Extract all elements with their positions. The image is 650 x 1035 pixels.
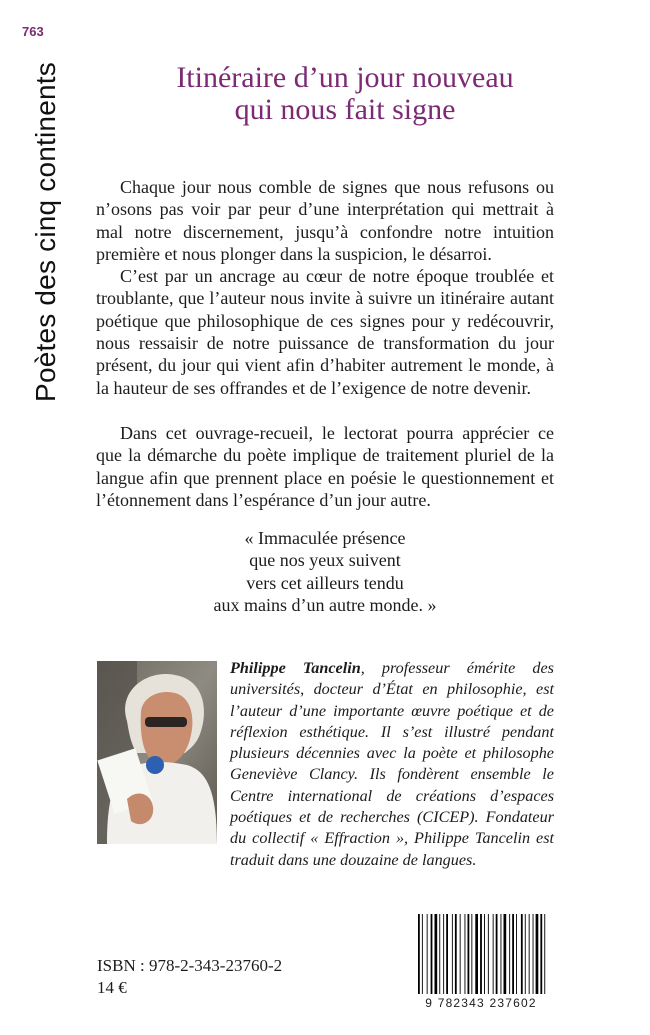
series-number: 763 — [22, 24, 44, 39]
author-photo — [97, 661, 217, 844]
barcode-bars — [408, 912, 554, 996]
blurb-bottom — [96, 422, 554, 511]
barcode-digits: 9 782343 237602 — [425, 996, 537, 1010]
author-bio-text: , professeur émérite des universités, docteur d’État en philosophie, est l’auteur d’une importante œuvre poétique et de réflexion esthétique. Il s’est illustré pendant plusieurs décennies avec la poète et philosophe Geneviève Clancy. Ils fondèrent ensemble le Centre international de créations d’espaces poétiques et de recherches (CICEP). Fondateur du collectif « Effraction », Philippe Tancelin est traduit dans une douzaine de langues. — [230, 659, 554, 869]
barcode — [408, 912, 554, 1015]
blurb-paragraph-1: Chaque jour nous comble de signes que nous refusons ou n’osons pas voir par peur d’une interprétation qui mettrait à mal notre discernement, jusqu’à confondre notre intuition première et nous plonger dans la suspicion, le désarroi. — [96, 177, 554, 264]
author-bio — [230, 658, 554, 871]
price: 14 € — [97, 978, 127, 997]
quote-line-4: aux mains d’un autre monde. » — [213, 595, 437, 616]
blurb-paragraph-3: Dans cet ouvrage-recueil, le lectorat pourra apprécier ce que la démarche du poète implique de traitement pluriel de la langue afin que prennent place en poésie le questionnement et l’étonnement dans l’espérance d’un jour autre. — [96, 423, 554, 510]
quote-line-3: vers cet ailleurs tendu — [246, 572, 404, 593]
poem-quote — [100, 527, 550, 617]
isbn: ISBN : 978-2-343-23760-2 — [97, 956, 283, 975]
series-name: Poètes des cinq continents — [30, 62, 61, 402]
quote-line-1: « Immaculée présence — [244, 528, 406, 548]
blurb-top — [96, 176, 554, 399]
isbn-block — [97, 955, 282, 999]
quote-line-2: que nos yeux suivent — [249, 550, 401, 571]
book-title — [100, 62, 590, 126]
blurb-paragraph-2: C’est par un ancrage au cœur de notre époque troublée et troublante, que l’auteur nous invite à suivre un itinéraire autant poétique que philosophique de ces signes pour y redécouvrir, nous ressaisir de notre puissance de transformation du jour présent, du jour qui vient afin d’habiter autrement le monde, à la hauteur de ses offrandes et de l’exigence de notre devenir. — [96, 266, 554, 398]
title-line-2: qui nous fait signe — [234, 93, 456, 126]
author-name: Philippe Tancelin — [230, 659, 361, 677]
title-line-1: Itinéraire d’un jour nouveau — [176, 61, 514, 94]
